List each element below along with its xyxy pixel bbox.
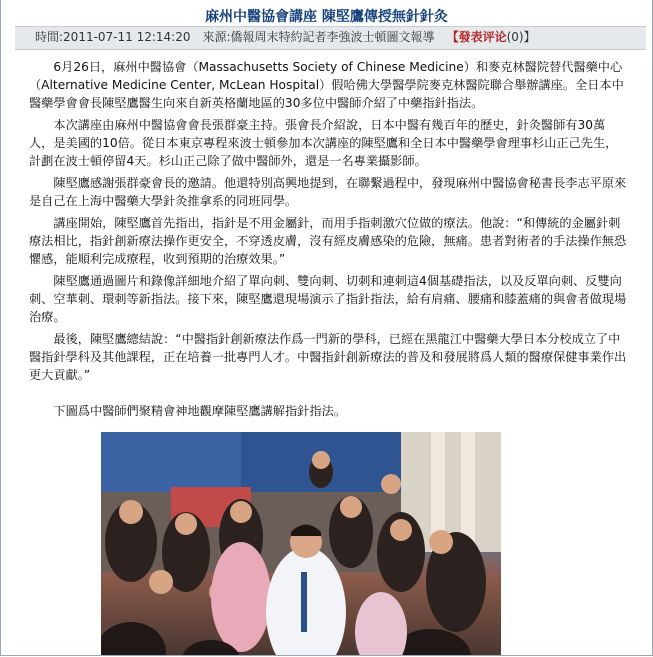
paragraph: 陳堅鷹通過圖片和錄像詳細地介紹了單向刺、雙向刺、切刺和連刺這4個基礎指法，以及反單向刺、反雙向刺、空華刺、環刺等新指法。接下來，陳堅鷹還現場演示了指針指法，給有肩痛、腰痛和膝蓋痛的與會者做現場治療。 bbox=[29, 274, 627, 324]
time-label: 時間: bbox=[35, 30, 64, 44]
time-value: 2011-07-11 12:14:20 bbox=[63, 30, 191, 44]
article-photo bbox=[101, 432, 501, 656]
paragraph: 本次講座由麻州中醫協會會長張群豪主持。張會長介紹說，日本中醫有幾百年的歷史，針灸醫師有30萬人，是美國的10倍。從日本東京專程來波士頓參加本次講座的陳堅鷹和全日本中醫藥學會理事杉山正己先生，計劃在波士頓停留4天。杉山正己除了做中醫師外，還是一名專業攝影師。 bbox=[29, 118, 618, 168]
paragraph: 最後，陳堅鷹總結說：“中醫指針創新療法作爲一門新的學科，已經在黑龍江中醫藥大學日本分校成立了中醫指針學科及其他課程，正在培養一批專門人才。中醫指針創新療法的普及和發展將爲人類的醫療保健事業作出更大貢獻。” bbox=[29, 332, 627, 382]
paragraph: 陳堅鷹感謝張群豪會長的邀請。他還特別高興地提到，在聯繫過程中，發現麻州中醫協會秘書長李志平原來是自己在上海中醫藥大學針灸推拿系的同班同學。 bbox=[29, 176, 627, 208]
article-body bbox=[1, 50, 652, 420]
article-meta-bar bbox=[15, 26, 646, 50]
article-title: 麻州中醫協會講座 陳堅鷹傳授無針針灸 bbox=[205, 9, 448, 25]
photo-illustration bbox=[101, 432, 501, 656]
comment-count: (0)】 bbox=[506, 30, 536, 44]
post-comment-link[interactable]: 【發表评论 bbox=[446, 30, 507, 44]
paragraph: 講座開始，陳堅鷹首先指出，指針是不用金屬針，而用手指刺激穴位做的療法。他說：“和傳統的金屬針刺療法相比，指針創新療法操作更安全，不穿透皮膚，沒有經皮膚感染的危險，無痛。患者對術者的手法操作無恐懼感，能順利完成療程，收到預期的治療效果。” bbox=[29, 216, 627, 266]
paragraph: 6月26日，麻州中醫協會（Massachusetts Society of Chinese Medicine）和麥克林醫院替代醫藥中心（Alternative Medicine Center, McLean Hospital）假哈佛大學醫學院麥克林醫院聯合舉辦講座。全日本中醫藥學會會長陳堅鷹醫生向來自新英格蘭地區的30多位中醫師介紹了中藥指針指法。 bbox=[29, 60, 624, 110]
source-value: 僑報周末特約記者李強波士頓圖文報導 bbox=[230, 30, 435, 44]
source-label: 來源: bbox=[202, 30, 231, 44]
photo-caption: 下圖爲中醫師們聚精會神地觀摩陳堅鷹講解指針指法。 bbox=[53, 404, 346, 418]
